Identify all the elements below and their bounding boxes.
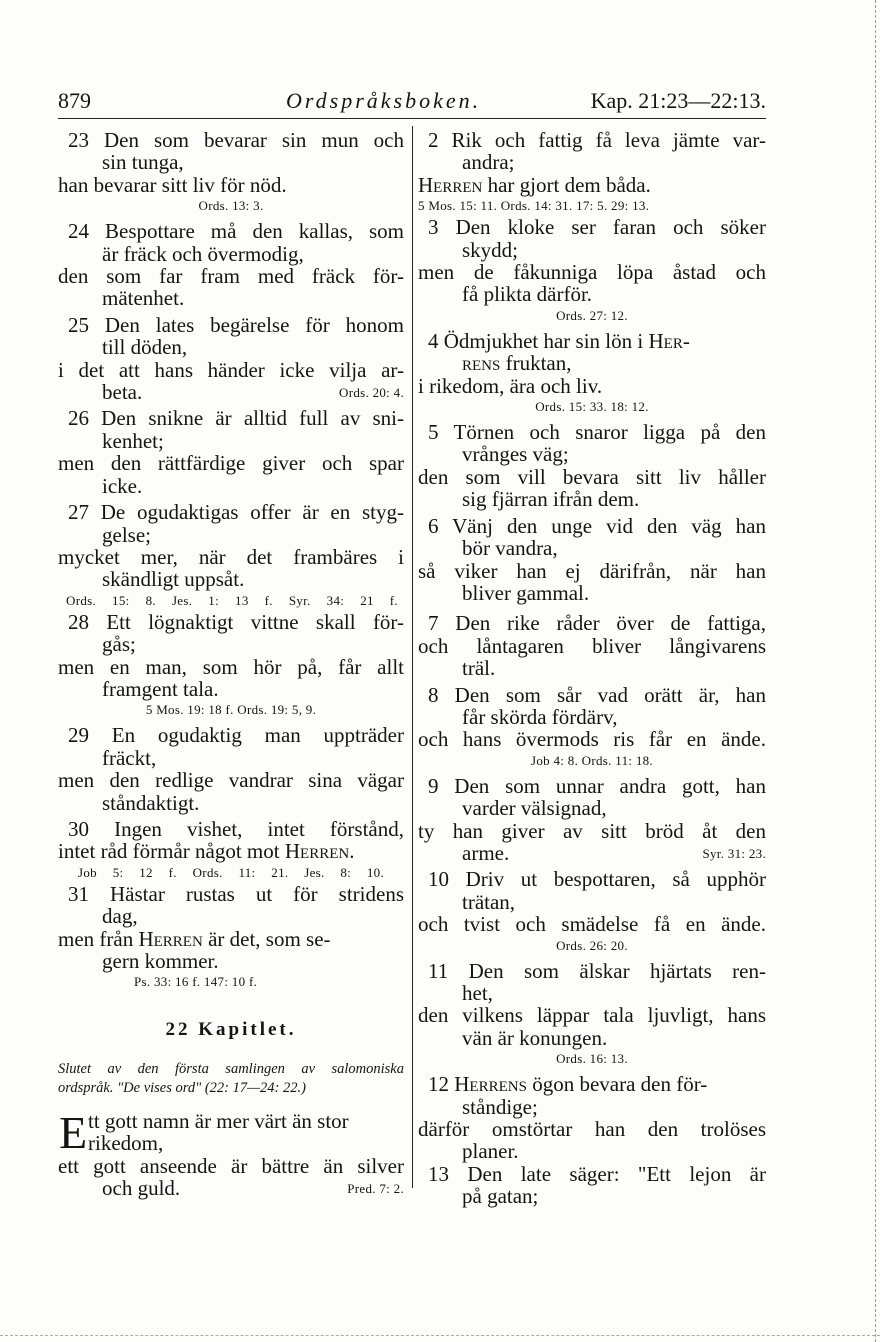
verse-line	[418, 352, 766, 374]
left-column	[58, 129, 404, 1199]
drop-cap: E	[59, 1106, 88, 1158]
verse-22-5	[418, 421, 766, 511]
verse-line: ty han giver av sitt bröd åt den	[418, 818, 766, 843]
verse-22-3	[418, 216, 766, 326]
verse-line: planer.	[462, 1139, 519, 1164]
verse-line: i rikedom, ära och liv.	[418, 373, 603, 398]
verse-line: 13 Den late säger: "Ett lejon är	[428, 1161, 766, 1186]
verse-line: 6 Vänj den unge vid den väg han	[428, 513, 766, 538]
verse-21-28	[58, 611, 404, 721]
verse-21-23	[58, 129, 404, 216]
verse-line: och hans övermods ris får en ände.	[418, 727, 766, 752]
summary-line: Slutet av den första samlingen av salomoniska	[58, 1060, 404, 1077]
verse-line	[418, 842, 766, 864]
verse-line: gås;	[102, 632, 136, 657]
verse-22-4	[418, 330, 766, 417]
verse-line: 29 En ogudaktig man uppträder	[68, 723, 404, 748]
verse-21-26	[58, 407, 404, 497]
verse-line: 28 Ett lögnaktigt vittne skall för-	[68, 609, 404, 634]
chapter-reference: Kap. 21:23—22:13.	[590, 88, 766, 113]
verse-line: vrånges väg;	[462, 442, 569, 467]
column-divider	[412, 126, 413, 1188]
verse-line: därför omstörtar han den trolöses	[418, 1117, 766, 1142]
verse-line: till döden,	[102, 335, 188, 360]
cross-reference: Ords. 15: 8. Jes. 1: 13 f. Syr. 34: 21 f.	[66, 592, 398, 608]
verse-text: .	[349, 839, 355, 864]
verse-text: intet råd förmår något mot	[58, 839, 285, 864]
cross-reference: Ords. 27: 12.	[556, 307, 628, 323]
verse-text: ögon bevara den för-	[526, 1072, 708, 1097]
verse-line: och låntagaren bliver långivarens	[418, 633, 766, 658]
header-rule	[58, 118, 766, 119]
divine-name: Herrens	[454, 1072, 527, 1097]
verse-line: ståndaktigt.	[102, 790, 200, 815]
cross-reference: Job 5: 12 f. Ords. 11: 21. Jes. 8: 10.	[78, 864, 384, 880]
page-number: 879	[58, 88, 91, 113]
cross-reference: Syr. 31: 23.	[702, 845, 766, 861]
verse-22-13	[418, 1163, 766, 1208]
verse-line: får skörda fördärv,	[462, 704, 618, 729]
verse-line: dag,	[102, 904, 138, 929]
book-title: Ordspråksboken.	[286, 88, 482, 113]
verse-line: fräckt,	[102, 745, 157, 770]
cross-reference: Ords. 13: 3.	[198, 198, 264, 214]
verse-line: gelse;	[102, 522, 151, 547]
verse-text: beta.	[102, 380, 143, 405]
verse-line: gern kommer.	[102, 949, 219, 973]
verse-line: skändligt uppsåt.	[102, 567, 245, 592]
verse-line: icke.	[102, 473, 143, 498]
cross-reference: Ords. 16: 13.	[556, 1051, 628, 1067]
verse-line	[58, 840, 404, 862]
verse-21-31	[58, 883, 404, 993]
verse-line: 5 Törnen och snaror ligga på den	[428, 420, 766, 445]
verse-line: rikedom,	[88, 1131, 164, 1156]
verse-line: kenhet;	[102, 428, 164, 453]
verse-line: den som vill bevara sitt liv håller	[418, 464, 766, 489]
verse-line: 8 Den som sår vad orätt är, han	[428, 682, 766, 707]
verse-line: 26 Den snikne är alltid full av sni-	[68, 406, 404, 431]
verse-line	[418, 330, 766, 352]
cross-reference: 5 Mos. 15: 11. Ords. 14: 31. 17: 5. 29: 13.	[418, 198, 650, 214]
verse-22-10	[418, 868, 766, 955]
verse-line: bör vandra,	[462, 536, 558, 561]
verse-line: ståndige;	[462, 1094, 538, 1119]
verse-line: tt gott namn är mer värt än stor	[88, 1108, 349, 1133]
verse-line: mätenhet.	[102, 286, 185, 311]
verse-line: så viker han ej därifrån, när han	[418, 558, 766, 583]
verse-text: har gjort dem båda.	[482, 172, 651, 197]
verse-line: den som far fram med fräck för-	[58, 264, 404, 289]
verse-22-9	[418, 775, 766, 865]
verse-line: skydd;	[462, 237, 519, 262]
verse-text: 12	[428, 1072, 455, 1097]
verse-line: han bevarar sitt liv för nöd.	[58, 172, 287, 197]
verse-21-24	[58, 220, 404, 310]
verse-line	[58, 928, 404, 950]
verse-line: 25 Den lates begärelse för honom	[68, 312, 404, 337]
verse-line: 9 Den som unnar andra gott, han	[428, 773, 766, 798]
verse-line: 31 Hästar rustas ut för stridens	[68, 881, 404, 906]
cross-reference: 5 Mos. 19: 18 f. Ords. 19: 5, 9.	[145, 702, 317, 718]
summary-line: ordspråk. "De vises ord" (22: 17—24: 22.)	[58, 1079, 306, 1096]
divine-name: Herren	[418, 172, 483, 197]
running-header	[58, 86, 766, 120]
verse-line: 2 Rik och fattig få leva jämte var-	[428, 128, 766, 152]
verse-line: ett gott anseende är bättre än silver	[58, 1153, 404, 1178]
page-edge-bottom	[0, 1335, 880, 1336]
chapter-heading: 22 Kapitlet.	[165, 1019, 297, 1041]
verse-21-25	[58, 314, 404, 404]
verse-22-12	[418, 1073, 766, 1163]
divine-name: Herren	[284, 839, 350, 864]
verse-line: och tvist och smädelse få en ände.	[418, 912, 766, 937]
verse-line: få plikta därför.	[462, 282, 593, 307]
verse-line: varder välsignad,	[462, 796, 607, 821]
verse-line: i det att hans händer icke vilja ar-	[58, 357, 404, 382]
verse-line: vän är konungen.	[462, 1025, 608, 1050]
verse-line: träl.	[462, 656, 496, 681]
verse-22-7	[418, 612, 766, 679]
verse-line: het,	[462, 981, 493, 1005]
verse-line	[418, 174, 766, 196]
verse-line: trätan,	[462, 889, 516, 914]
verse-line: är fräck och övermodig,	[102, 241, 304, 266]
cross-reference: Pred. 7: 2.	[347, 1181, 404, 1197]
cross-reference: Ps. 33: 16 f. 147: 10 f.	[134, 974, 258, 990]
right-column	[418, 129, 766, 1208]
verse-21-27	[58, 501, 404, 611]
divine-name: Herren	[138, 926, 203, 951]
verse-text: är det, som se-	[202, 926, 331, 951]
verse-22-2	[418, 129, 766, 216]
verse-text: men från	[58, 926, 139, 951]
verse-line: andra;	[462, 150, 515, 175]
verse-line: sin tunga,	[102, 150, 184, 175]
verse-text: och guld.	[102, 1176, 181, 1201]
verse-text: fruktan,	[500, 351, 572, 376]
verse-line: mycket mer, när det frambäres i	[58, 544, 404, 569]
verse-21-29	[58, 724, 404, 814]
verse-line	[58, 1177, 404, 1199]
verse-line	[58, 381, 404, 403]
verse-line: den vilkens läppar tala ljuvligt, hans	[418, 1003, 766, 1028]
verse-22-8	[418, 684, 766, 771]
divine-name: rens	[462, 351, 501, 376]
verse-line: 30 Ingen vishet, intet förstånd,	[68, 816, 404, 841]
verse-line: 3 Den kloke ser faran och söker	[428, 215, 766, 240]
chapter-summary	[58, 1060, 404, 1098]
verse-22-6	[418, 515, 766, 605]
verse-line: men den redlige vandrar sina vägar	[58, 768, 404, 793]
verse-line: framgent tala.	[102, 676, 219, 701]
verse-line: men den rättfärdige giver och spar	[58, 451, 404, 476]
verse-22-11	[418, 960, 766, 1070]
verse-21-30	[58, 818, 404, 883]
verse-line: på gatan;	[462, 1184, 539, 1209]
cross-reference: Ords. 20: 4.	[339, 385, 404, 401]
divine-name: Her-	[648, 328, 690, 353]
page-edge-right	[875, 0, 876, 1342]
verse-line: 23 Den som bevarar sin mun och	[68, 128, 404, 152]
verse-line: 11 Den som älskar hjärtats ren-	[428, 958, 766, 983]
verse-line: men de fåkunniga löpa åstad och	[418, 260, 766, 285]
cross-reference: Ords. 15: 33. 18: 12.	[535, 399, 649, 415]
verse-text: 4 Ödmjukhet har sin lön i	[428, 328, 649, 353]
cross-reference: Ords. 26: 20.	[556, 937, 628, 953]
verse-line: 27 De ogudaktigas offer är en styg-	[68, 500, 404, 525]
verse-line: 24 Bespottare må den kallas, som	[68, 219, 404, 244]
verse-line: men en man, som hör på, får allt	[58, 654, 404, 679]
verse-22-1	[58, 1106, 404, 1201]
verse-line: sig fjärran ifrån dem.	[462, 487, 640, 512]
verse-line: bliver gammal.	[462, 580, 590, 605]
verse-line	[418, 1073, 766, 1095]
verse-line: 7 Den rike råder över de fattiga,	[428, 611, 766, 636]
verse-line: 10 Driv ut bespottaren, så upphör	[428, 867, 766, 892]
cross-reference: Job 4: 8. Ords. 11: 18.	[531, 752, 653, 768]
verse-text: arme.	[462, 840, 510, 865]
